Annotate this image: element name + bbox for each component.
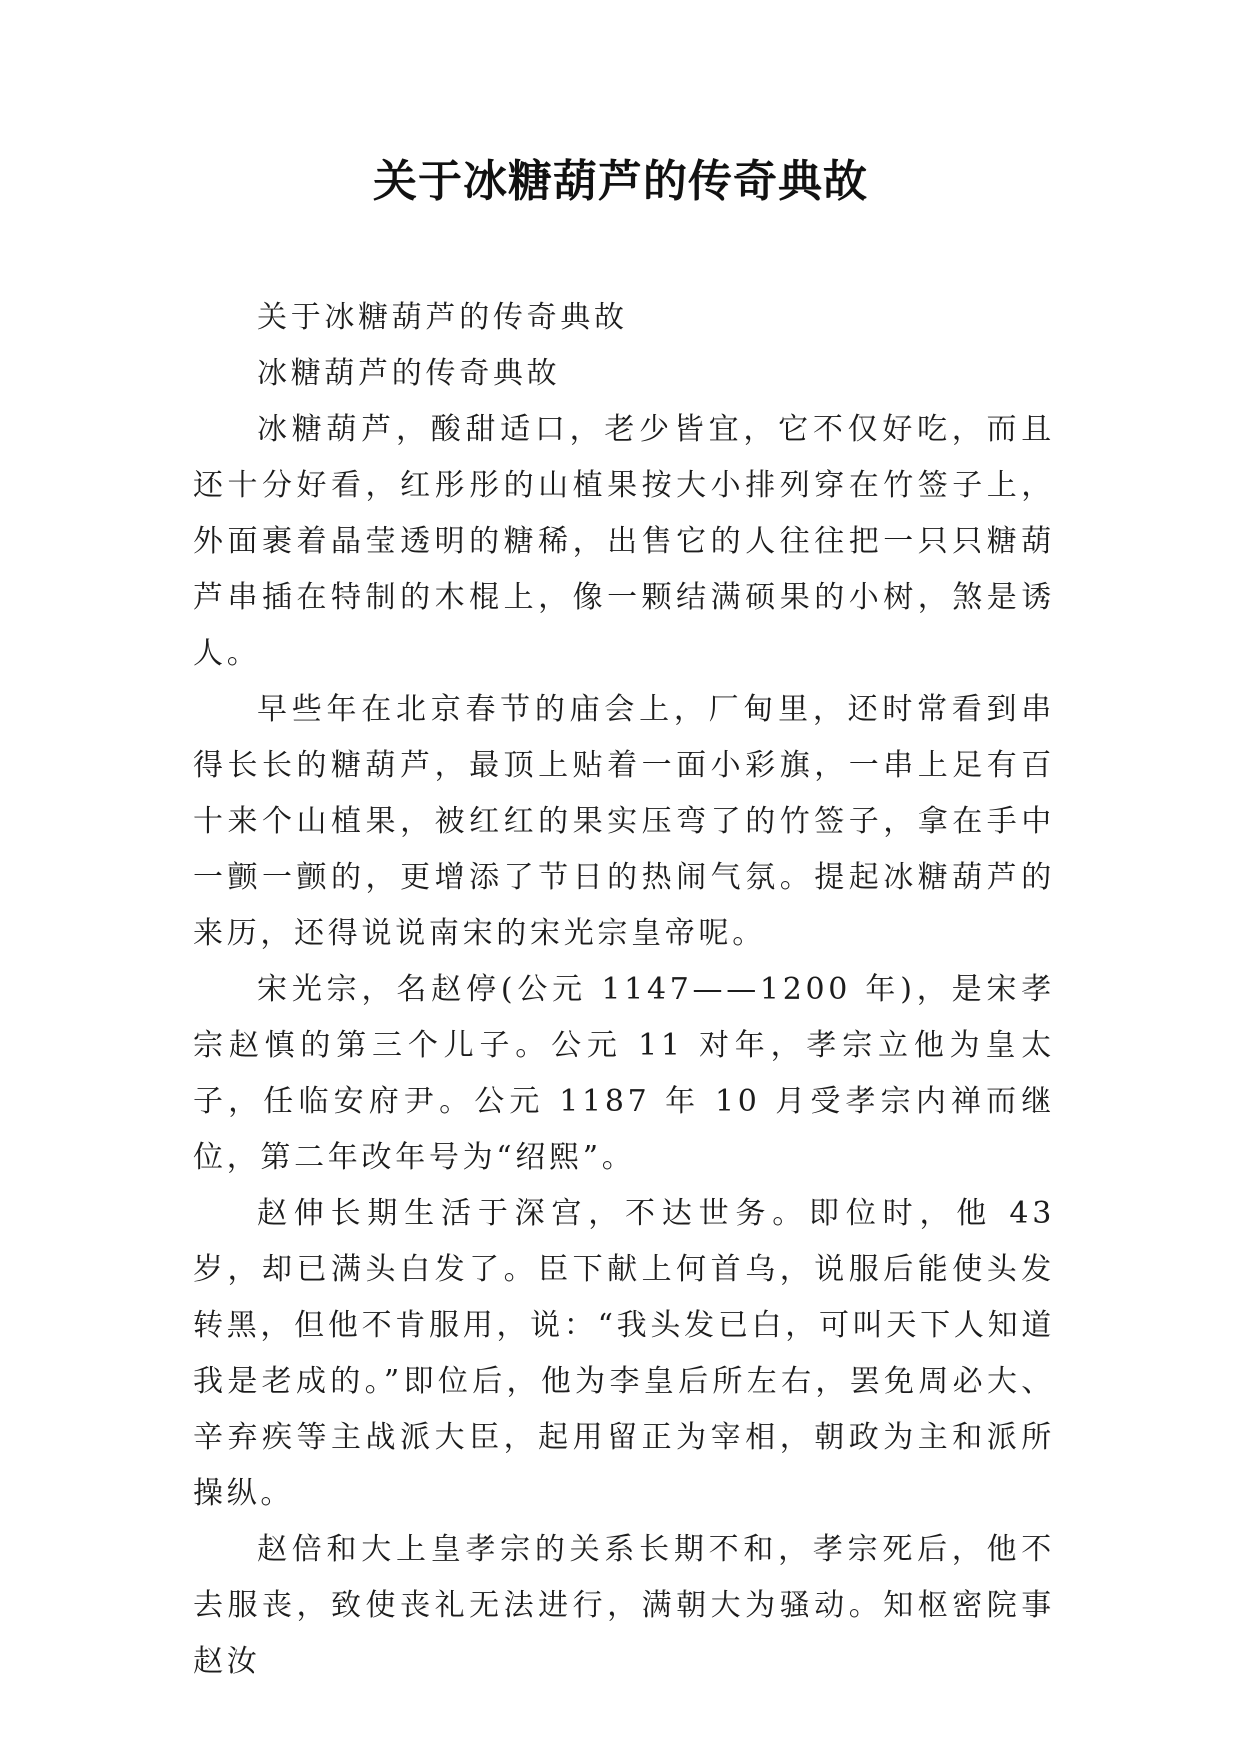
paragraph: 宋光宗，名赵停(公元 1147——1200 年)，是宋孝宗赵慎的第三个儿子。公元 11 对年，孝宗立他为皇太子，任临安府尹。公元 1187 年 10 月受孝宗内禅而继位，第二年改年号为“绍熙”。 xyxy=(193,972,1055,1175)
paragraph: 早些年在北京春节的庙会上，厂甸里，还时常看到串得长长的糖葫芦，最顶上贴着一面小彩旗，一串上足有百十来个山植果，被红红的果实压弯了的竹签子，拿在手中一颤一颤的，更增添了节日的热闹气氛。提起冰糖葫芦的来历，还得说说南宋的宋光宗皇帝呢。 xyxy=(193,692,1055,951)
paragraph: 冰糖葫芦，酸甜适口，老少皆宜，它不仅好吃，而且还十分好看，红彤彤的山植果按大小排列穿在竹签子上，外面裹着晶莹透明的糖稀，出售它的人往往把一只只糖葫芦串插在特制的木棍上，像一颗结满硕果的小树，煞是诱人。 xyxy=(193,412,1055,671)
document-title: 关于冰糖葫芦的传奇典故 xyxy=(373,156,868,207)
document-body xyxy=(193,290,1055,1690)
paragraph: 赵伸长期生活于深宫，不达世务。即位时，他 43 岁，却已满头白发了。臣下献上何首乌，说服后能使头发转黑，但他不肯服用，说：“我头发已白，可叫天下人知道我是老成的。”即位后，他为李皇后所左右，罢免周必大、辛弃疾等主战派大臣，起用留正为宰相，朝政为主和派所操纵。 xyxy=(193,1196,1055,1511)
paragraph: 冰糖葫芦的传奇典故 xyxy=(257,356,561,391)
paragraph: 赵倍和大上皇孝宗的关系长期不和，孝宗死后，他不去服丧，致使丧礼无法进行，满朝大为骚动。知枢密院事赵汝 xyxy=(193,1532,1055,1679)
paragraph: 关于冰糖葫芦的传奇典故 xyxy=(257,300,628,335)
